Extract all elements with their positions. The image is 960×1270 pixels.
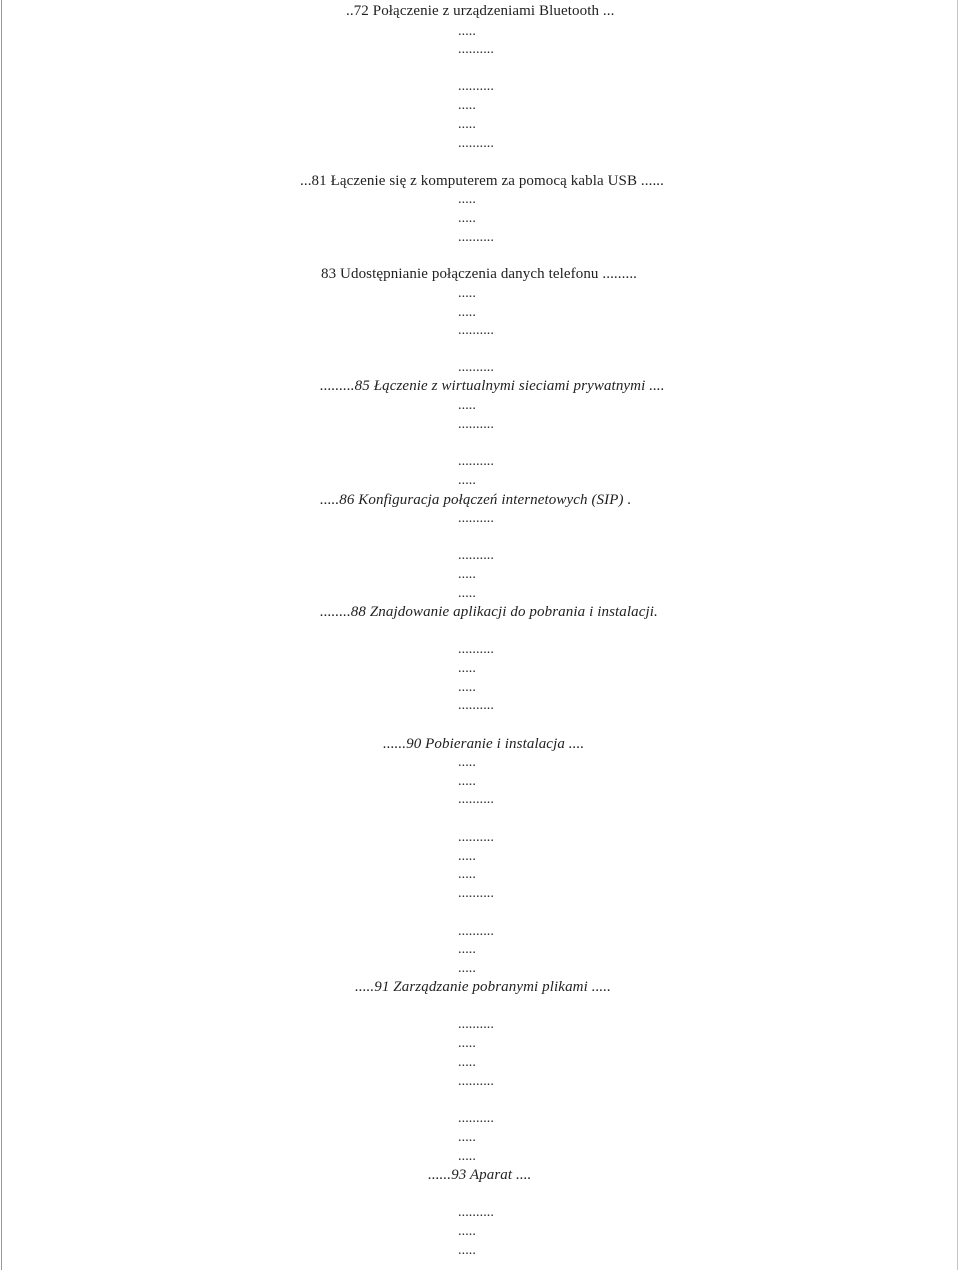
dot-leader: .......... bbox=[458, 323, 494, 338]
dot-leader: ..... bbox=[458, 1224, 476, 1239]
dot-leader: ..... bbox=[458, 680, 476, 695]
toc-entry-camera[interactable]: ......93 Aparat .... bbox=[428, 1167, 532, 1183]
dot-leader: .......... bbox=[458, 454, 494, 469]
dot-leader: .......... bbox=[458, 1111, 494, 1126]
dot-leader: ..... bbox=[458, 1243, 476, 1258]
dot-leader: ..... bbox=[458, 286, 476, 301]
dot-leader: ..... bbox=[458, 867, 476, 882]
dot-leader: ..... bbox=[458, 473, 476, 488]
dot-leader: ..... bbox=[458, 774, 476, 789]
dot-leader: .......... bbox=[458, 698, 494, 713]
dot-leader: ..... bbox=[458, 586, 476, 601]
dot-leader: .......... bbox=[458, 924, 494, 939]
dot-leader: .......... bbox=[458, 1074, 494, 1089]
toc-entry-find-apps[interactable]: ........88 Znajdowanie aplikacji do pobrania i instalacji. bbox=[320, 604, 658, 620]
toc-entry-sip[interactable]: .....86 Konfiguracja połączeń internetowych (SIP) . bbox=[320, 492, 632, 508]
dot-leader: ..... bbox=[458, 24, 476, 39]
dot-leader: .......... bbox=[458, 1205, 494, 1220]
dot-leader: .......... bbox=[458, 886, 494, 901]
dot-leader: ..... bbox=[458, 1130, 476, 1145]
dot-leader: ..... bbox=[458, 942, 476, 957]
dot-leader: ..... bbox=[458, 849, 476, 864]
dot-leader: .......... bbox=[458, 511, 494, 526]
toc-entry-usb[interactable]: ...81 Łączenie się z komputerem za pomocą kabla USB ...... bbox=[300, 173, 665, 189]
dot-leader: ..... bbox=[458, 211, 476, 226]
toc-entry-manage-downloads[interactable]: .....91 Zarządzanie pobranymi plikami ..... bbox=[355, 979, 611, 995]
dot-leader: ..... bbox=[458, 98, 476, 113]
dot-leader: ..... bbox=[458, 1055, 476, 1070]
toc-entry-vpn[interactable]: .........85 Łączenie z wirtualnymi sieciami prywatnymi .... bbox=[320, 378, 665, 394]
dot-leader: ..... bbox=[458, 567, 476, 582]
dot-leader: ..... bbox=[458, 117, 476, 132]
dot-leader: ..... bbox=[458, 961, 476, 976]
dot-leader: .......... bbox=[458, 417, 494, 432]
page-left-border bbox=[1, 0, 2, 1270]
dot-leader: .......... bbox=[458, 79, 494, 94]
page-right-border bbox=[957, 0, 958, 1270]
dot-leader: .......... bbox=[458, 792, 494, 807]
toc-entry-download-install[interactable]: ......90 Pobieranie i instalacja .... bbox=[383, 736, 585, 752]
dot-leader: .......... bbox=[458, 230, 494, 245]
toc-entry-bluetooth[interactable]: ..72 Połączenie z urządzeniami Bluetooth ... bbox=[346, 3, 615, 19]
dot-leader: .......... bbox=[458, 42, 494, 57]
dot-leader: ..... bbox=[458, 755, 476, 770]
dot-leader: .......... bbox=[458, 548, 494, 563]
dot-leader: ..... bbox=[458, 398, 476, 413]
dot-leader: .......... bbox=[458, 360, 494, 375]
dot-leader: .......... bbox=[458, 830, 494, 845]
dot-leader: ..... bbox=[458, 1149, 476, 1164]
dot-leader: ..... bbox=[458, 192, 476, 207]
dot-leader: .......... bbox=[458, 1017, 494, 1032]
dot-leader: ..... bbox=[458, 1036, 476, 1051]
dot-leader: ..... bbox=[458, 661, 476, 676]
dot-leader: ..... bbox=[458, 305, 476, 320]
dot-leader: .......... bbox=[458, 642, 494, 657]
dot-leader: .......... bbox=[458, 136, 494, 151]
toc-entry-tethering[interactable]: 83 Udostępnianie połączenia danych telefonu ......... bbox=[321, 266, 638, 282]
